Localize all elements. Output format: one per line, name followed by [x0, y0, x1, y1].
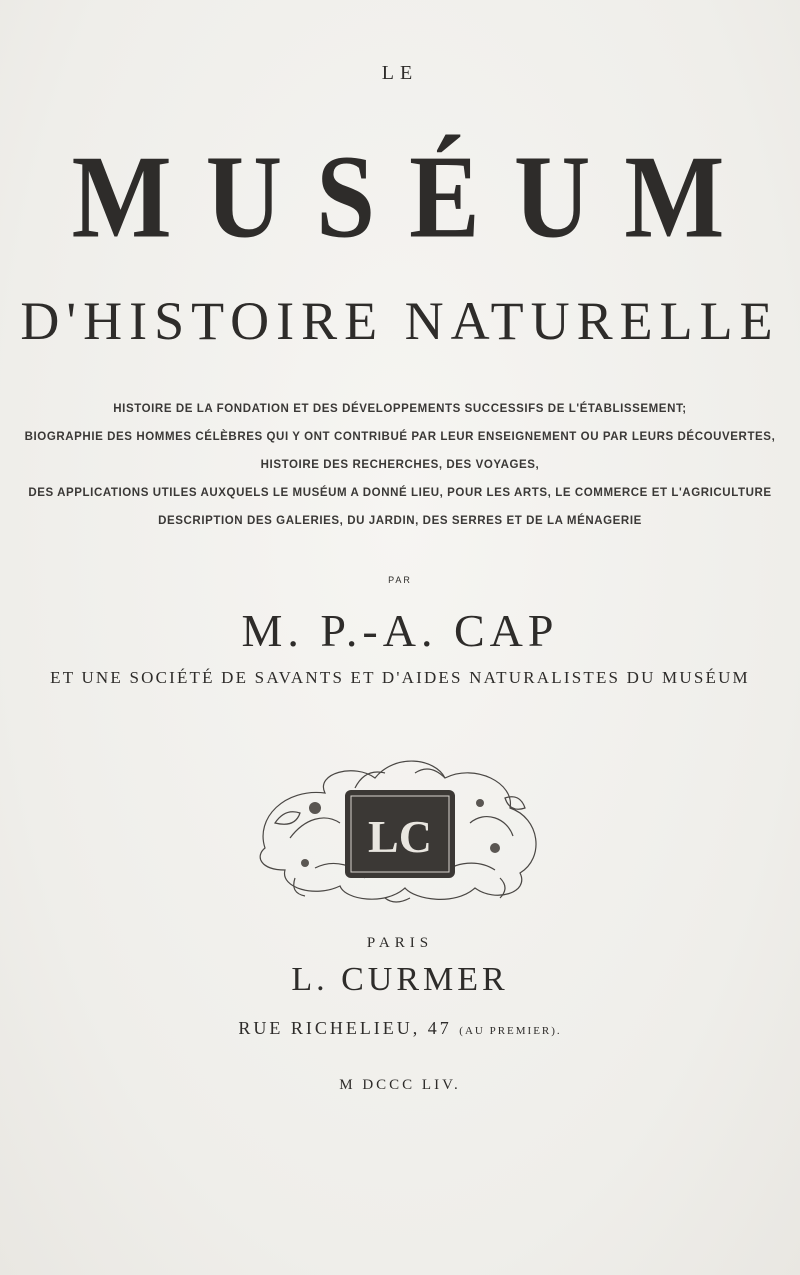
collaborators: ET UNE SOCIÉTÉ DE SAVANTS ET D'AIDES NATURALISTES DU MUSÉUM: [50, 668, 750, 687]
author-name: M. P.-A. CAP: [241, 605, 559, 656]
subtitle-line: BIOGRAPHIE DES HOMMES CÉLÈBRES QUI Y ONT CONTRIBUÉ PAR LEUR ENSEIGNEMENT OU PAR LEURS DÉCOUVERTES,: [24, 429, 776, 443]
title-article: LE: [381, 62, 419, 84]
address-note: (AU PREMIER).: [459, 1025, 562, 1037]
title-main: MUSÉUM: [71, 131, 759, 263]
imprint-date: M DCCC LIV.: [339, 1077, 461, 1093]
publisher-vignette: [245, 748, 555, 908]
imprint-city: PARIS: [366, 935, 434, 951]
subtitle-line: DES APPLICATIONS UTILES AUXQUELS LE MUSÉUM A DONNÉ LIEU, POUR LES ARTS, LE COMMERCE ET L'AGRICULTURE: [28, 485, 772, 499]
by-label: PAR: [388, 575, 412, 585]
title-secondary: D'HISTOIRE NATURELLE: [20, 291, 780, 351]
subtitle-line: HISTOIRE DE LA FONDATION ET DES DÉVELOPPEMENTS SUCCESSIFS DE L'ÉTABLISSEMENT;: [113, 401, 687, 415]
subtitle-line: DESCRIPTION DES GALERIES, DU JARDIN, DES SERRES ET DE LA MÉNAGERIE: [158, 513, 642, 527]
imprint-publisher: L. CURMER: [291, 961, 509, 998]
address-street: RUE RICHELIEU, 47: [238, 1018, 460, 1038]
vignette-monogram: LC: [368, 811, 432, 862]
subtitle-line: HISTOIRE DES RECHERCHES, DES VOYAGES,: [260, 457, 540, 471]
imprint-address: [0, 1018, 800, 1039]
